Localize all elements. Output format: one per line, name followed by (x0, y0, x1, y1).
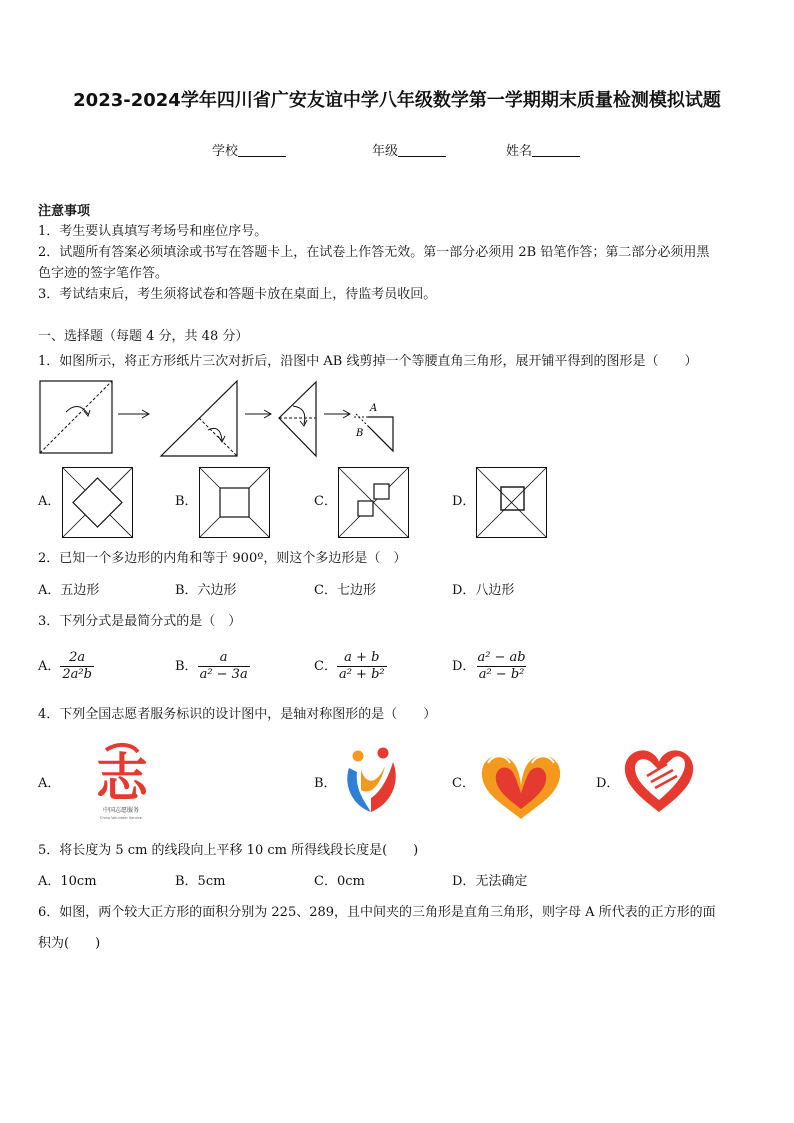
notice-item: 1．考生要认真填写考场号和座位序号。 (38, 224, 268, 239)
grade-field[interactable] (372, 140, 446, 159)
q3-option-d[interactable] (452, 650, 528, 683)
fraction-numerator: a (219, 650, 228, 665)
fraction-numerator: 2a (69, 650, 86, 665)
q4-option-d-label[interactable]: D． (596, 776, 620, 791)
q4-option-a-logo[interactable] (88, 740, 158, 822)
notice-heading: 注意事项 (38, 204, 91, 219)
grade-blank[interactable] (398, 144, 446, 157)
q3-option-b-fraction (198, 650, 250, 683)
notice-item: 色字迹的签字笔作答。 (38, 266, 169, 281)
q3-option-c[interactable] (314, 650, 387, 683)
q3-option-d-label: D． (452, 658, 476, 674)
q2-option-b[interactable]: B．六边形 (175, 583, 237, 598)
q3-option-b[interactable] (175, 650, 250, 683)
q3-option-a[interactable] (38, 650, 94, 683)
school-field[interactable] (212, 140, 286, 159)
q3-option-d-fraction (475, 650, 527, 683)
q5-option-c[interactable]: C．0cm (314, 874, 365, 889)
q2-option-a[interactable]: A．五边形 (38, 583, 100, 598)
page-title: 2023-2024学年四川省广安友谊中学八年级数学第一学期期末质量检测模拟试题 (73, 90, 721, 111)
q4-option-a-label[interactable]: A． (38, 776, 61, 791)
point-b-label: B (356, 428, 364, 439)
fraction-numerator: a + b (344, 650, 380, 665)
folding-diagram (38, 378, 398, 462)
q3-option-c-fraction (337, 650, 387, 683)
school-blank[interactable] (238, 144, 286, 157)
school-label: 学校 (212, 144, 239, 159)
q1-option-c-label[interactable]: C． (314, 494, 337, 509)
logo-a-caption: 中国志愿服务 (102, 807, 140, 814)
q1-option-d-figure[interactable] (476, 467, 548, 539)
q3-option-b-label: B． (175, 658, 198, 674)
fraction-numerator: a² − ab (477, 650, 526, 665)
name-label: 姓名 (506, 144, 533, 159)
question-5-stem: 5．将长度为 5 cm 的线段向上平移 10 cm 所得线段长度是( ) (38, 843, 419, 858)
q1-option-d-label[interactable]: D． (452, 494, 476, 509)
question-6-stem-cont: 积为( ) (38, 936, 101, 951)
section-heading: 一、选择题（每题 4 分，共 48 分） (38, 329, 249, 344)
q2-option-d[interactable]: D．八边形 (452, 583, 515, 598)
grade-label: 年级 (372, 144, 399, 159)
question-6-stem: 6．如图，两个较大正方形的面积分别为 225、289，且中间夹的三角形是直角三角形，则字母 A 所代表的正方形的面 (38, 905, 716, 920)
name-blank[interactable] (532, 144, 580, 157)
q1-option-a-figure[interactable] (62, 467, 134, 539)
q5-option-d[interactable]: D．无法确定 (452, 874, 528, 889)
fraction-denominator: a² + b² (338, 667, 385, 682)
fraction-denominator: 2a²b (62, 667, 92, 682)
fraction-denominator: a² − b² (478, 667, 525, 682)
q1-option-b-figure[interactable] (199, 467, 271, 539)
q1-option-a-label[interactable]: A． (38, 494, 61, 509)
q1-option-c-figure[interactable] (338, 467, 410, 539)
fraction-denominator: a² − 3a (199, 667, 248, 682)
question-3-stem: 3．下列分式是最简分式的是（ ） (38, 614, 242, 629)
notice-item: 2．试题所有答案必须填涂或书写在答题卡上，在试卷上作答无效。第一部分必须用 2B 铅笔作答；第二部分必须用黑 (38, 245, 710, 260)
q4-option-b-logo[interactable] (341, 746, 403, 818)
question-2-stem: 2．已知一个多边形的内角和等于 900º，则这个多边形是（ ） (38, 551, 407, 566)
q3-option-c-label: C． (314, 658, 337, 674)
name-field[interactable] (506, 140, 580, 159)
q4-option-c-logo[interactable] (476, 749, 566, 821)
q3-option-a-label: A． (38, 658, 61, 674)
q3-option-a-fraction (60, 650, 94, 683)
q4-option-b-label[interactable]: B． (314, 776, 337, 791)
q4-option-c-label[interactable]: C． (452, 776, 475, 791)
q5-option-b[interactable]: B．5cm (175, 874, 226, 889)
q2-option-c[interactable]: C．七边形 (314, 583, 376, 598)
q5-option-a[interactable]: A．10cm (38, 874, 97, 889)
logo-a-char: 志 (95, 749, 149, 809)
logo-a-caption-en: China Volunteer Service (100, 816, 142, 820)
q1-option-b-label[interactable]: B． (175, 494, 198, 509)
point-a-label: A (370, 403, 378, 414)
question-4-stem: 4．下列全国志愿者服务标识的设计图中，是轴对称图形的是（ ） (38, 707, 437, 722)
notice-item: 3．考试结束后，考生须将试卷和答题卡放在桌面上，待监考员收回。 (38, 287, 437, 302)
q4-option-d-logo[interactable] (621, 746, 697, 816)
question-1-stem: 1．如图所示，将正方形纸片三次对折后，沿图中 AB 线剪掉一个等腰直角三角形，展开铺平得到的图形是（ ） (38, 354, 698, 369)
